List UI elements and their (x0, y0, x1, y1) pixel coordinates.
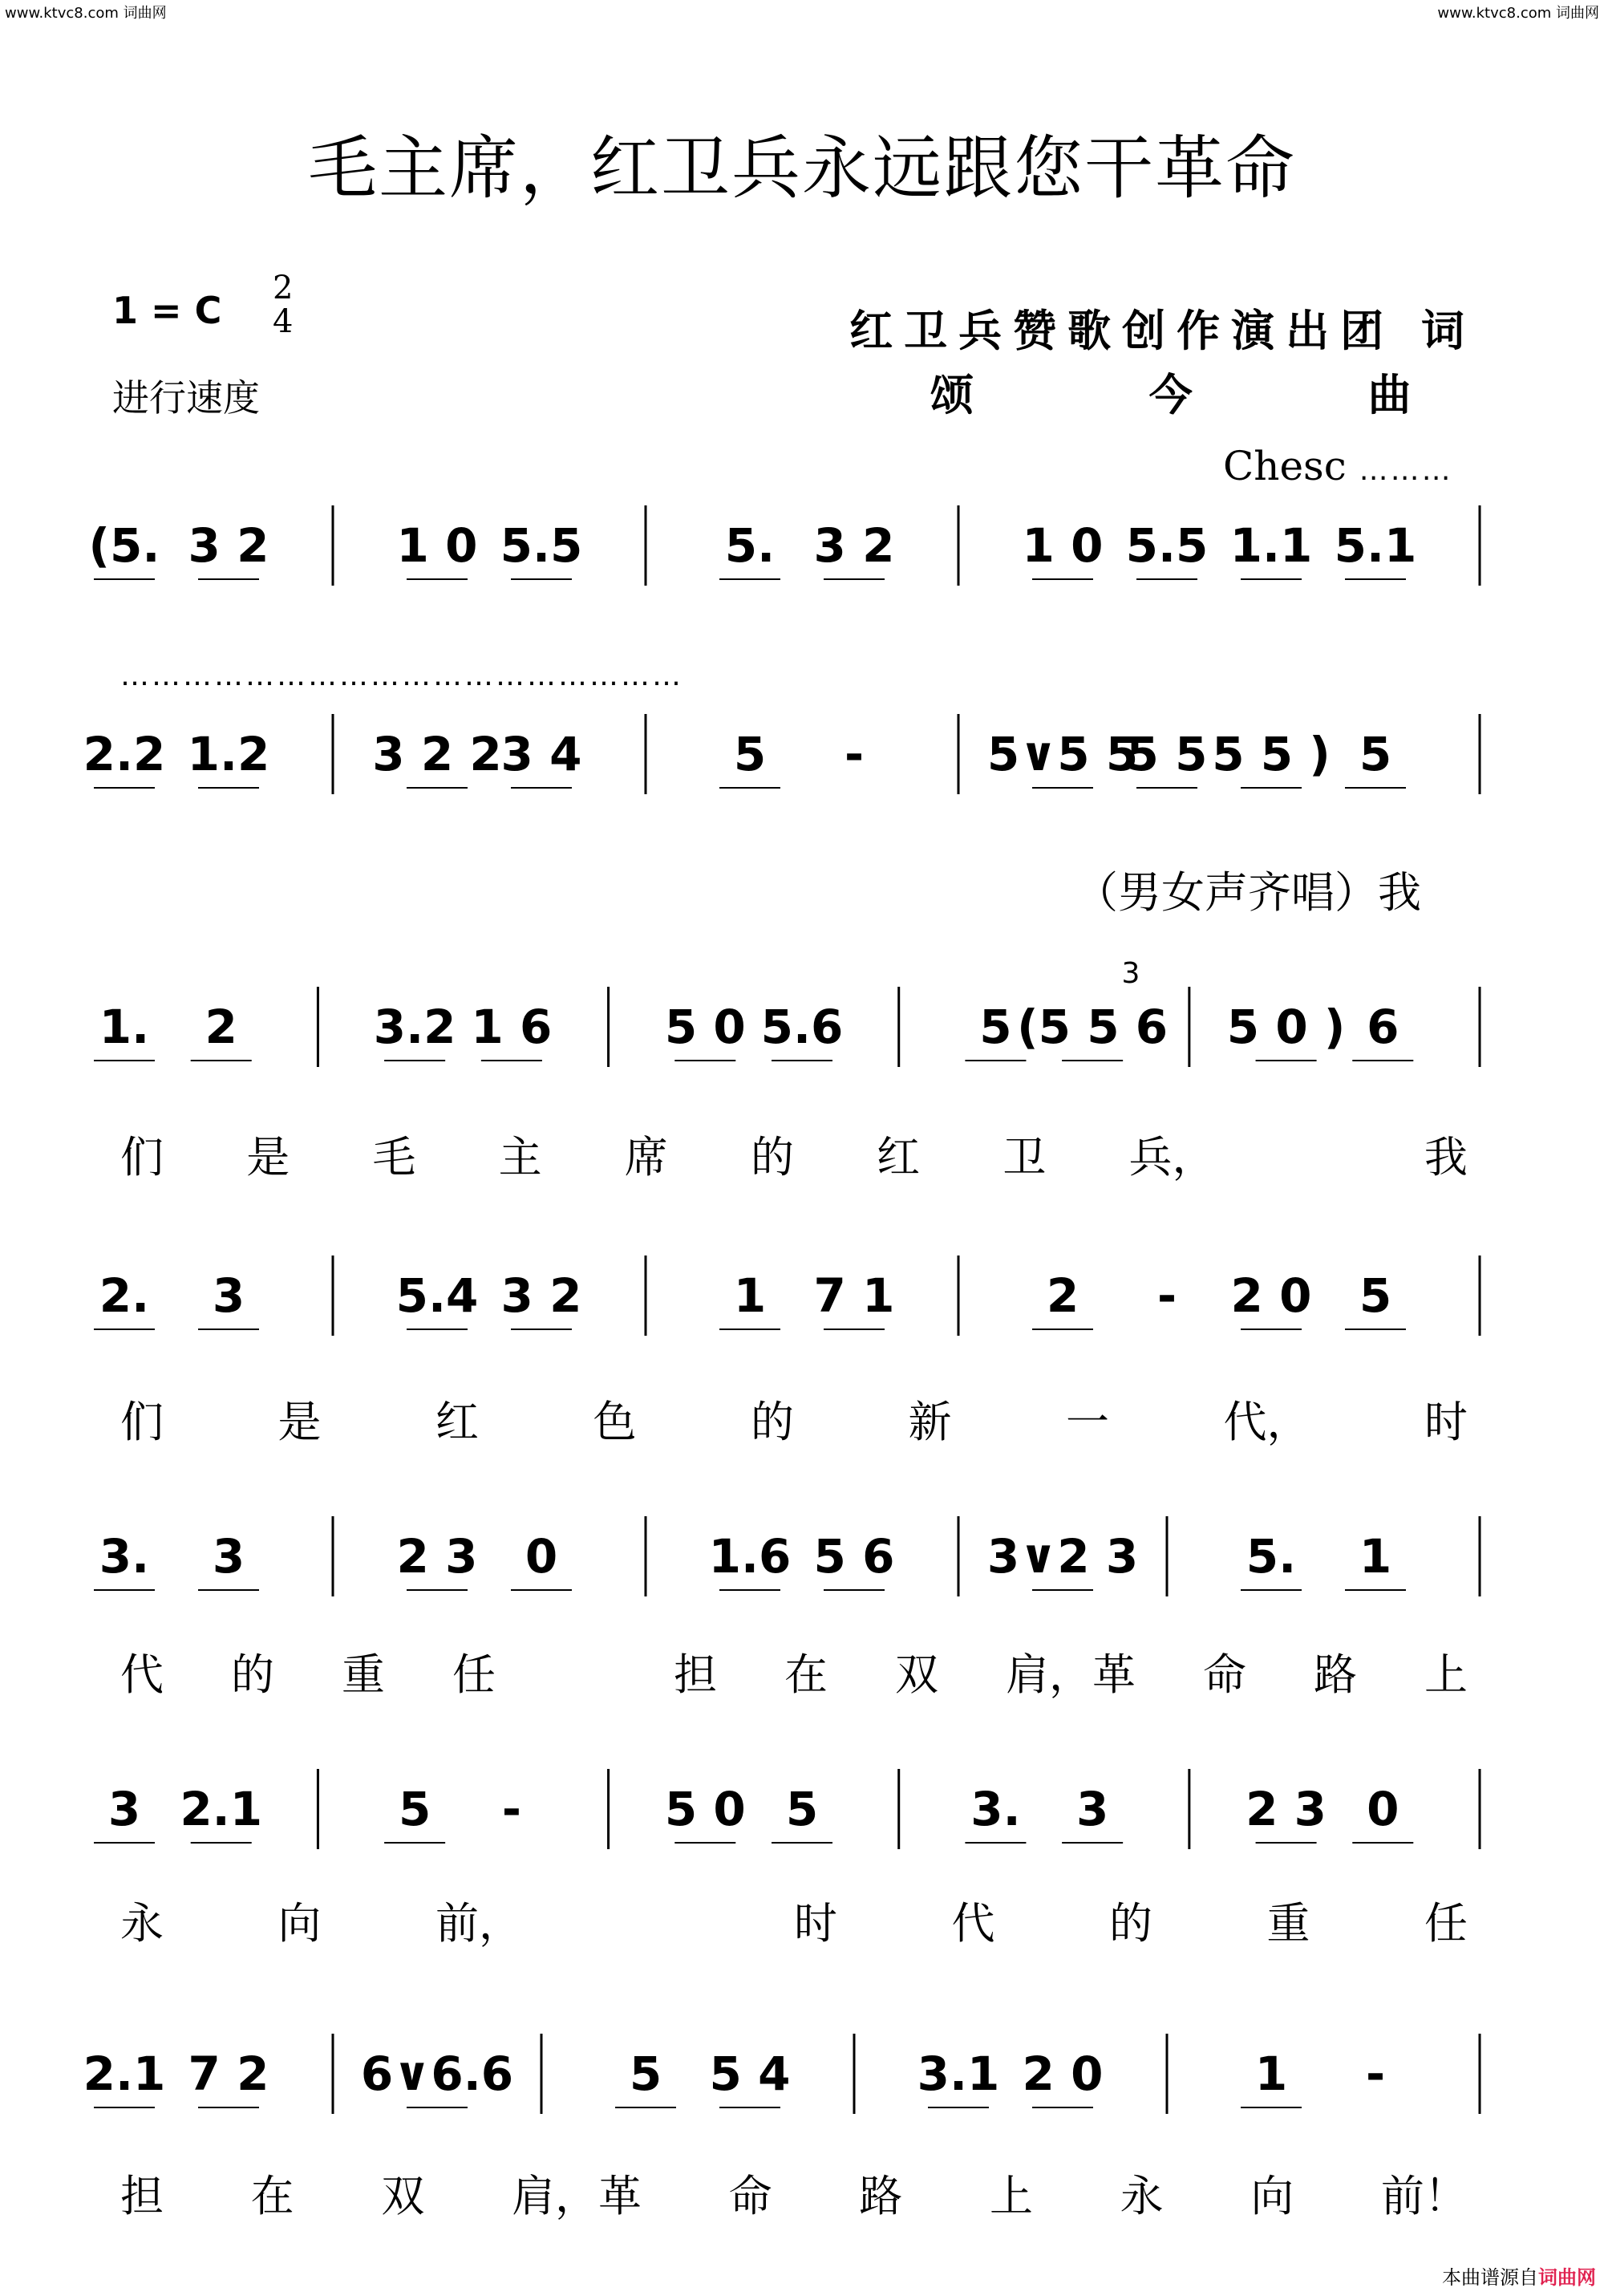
lyric-syllable: 主 (498, 1132, 542, 1182)
lyric-syllable: 双 (381, 2171, 425, 2221)
footer-source: 本曲谱源自词曲网 (1442, 2266, 1596, 2289)
lyric-syllable: 肩，革 (1006, 1649, 1136, 1700)
note: 5.5 (500, 518, 583, 573)
note: 1.1 (1229, 518, 1313, 573)
song-title: 毛主席，红卫兵永远跟您干革命 (308, 128, 1296, 209)
site-url-left[interactable]: www.ktvc8.com 词曲网 (5, 5, 167, 22)
note: 0 (525, 1529, 558, 1584)
lyric-syllable: 的 (750, 1132, 794, 1182)
note: 0 (1367, 1782, 1399, 1836)
lyric-syllable: 路 (859, 2171, 903, 2221)
note: 5 6 (813, 1529, 895, 1584)
note: 5 (629, 2047, 662, 2101)
lyric-syllable: 代， (1223, 1397, 1310, 1447)
lyric-syllable: 永 (1120, 2171, 1164, 2221)
lyric-syllable: 是 (277, 1397, 322, 1447)
lyric-syllable: 是 (246, 1132, 290, 1182)
note: 7 2 (188, 2047, 269, 2101)
lyric-syllable: 任 (1424, 1898, 1468, 1949)
note: 3 4 (500, 727, 582, 781)
lyric-syllable: 们 (120, 1132, 164, 1182)
lyric-syllable: 在 (250, 2171, 294, 2221)
note: 6∨6.6 (360, 2047, 514, 2101)
note: 5 (1359, 727, 1392, 781)
note: 5 (398, 1782, 431, 1836)
lyric-line-2 (120, 1388, 1468, 1450)
note: 3.2 (373, 1000, 456, 1054)
note: 1 6 (471, 1000, 553, 1054)
lyric-syllable: 担 (120, 2171, 164, 2221)
note: 3 2 (813, 518, 895, 573)
note: 3 (107, 1782, 141, 1836)
lyric-syllable: 重 (1266, 1898, 1310, 1949)
note: 2.1 (180, 1782, 263, 1836)
note: 1 (733, 1268, 767, 1323)
lyric-syllable: 任 (452, 1649, 496, 1700)
note: 2 0 (1022, 2047, 1104, 2101)
note: 3. (99, 1529, 150, 1584)
note: 5. (724, 518, 776, 573)
note: 3 2 (500, 1268, 582, 1323)
lyric-syllable: 上 (989, 2171, 1033, 2221)
lyric-syllable: 双 (895, 1649, 938, 1700)
note: 1 (1359, 1529, 1392, 1584)
lyric-syllable: 肩，革 (511, 2171, 642, 2221)
lyric-syllable (1298, 1123, 1342, 1185)
note: 3.1 (917, 2047, 1000, 2101)
note: 5.6 (760, 1000, 844, 1054)
note: 2. (99, 1268, 150, 1323)
lyric-syllable: 代 (120, 1649, 164, 1700)
lyric-syllable: 兵， (1128, 1132, 1216, 1182)
time-signature: 2 4 (273, 270, 294, 340)
note: 7 1 (813, 1268, 895, 1323)
lyric-syllable: 的 (751, 1397, 794, 1447)
note: 2 3 (1246, 1782, 1327, 1836)
lyric-syllable: 前！ (1380, 2171, 1468, 2221)
note: - (844, 727, 865, 781)
composer-credit: 颂 今 曲 (930, 369, 1412, 420)
lyricist-credit: 红卫兵赞歌创作演出团 词 (849, 305, 1476, 356)
lyric-line-5 (120, 2162, 1468, 2224)
lyric-syllable: 色 (593, 1397, 637, 1447)
lyric-syllable: 席 (624, 1132, 668, 1182)
note: 2 (205, 1000, 237, 1054)
note: 5.1 (1334, 518, 1417, 573)
note: 5 4 (709, 2047, 791, 2101)
lyric-syllable: 上 (1424, 1649, 1468, 1700)
note: 5. (1246, 1529, 1297, 1584)
note: - (501, 1782, 521, 1836)
lyric-syllable: 时 (794, 1898, 837, 1949)
note: 5 5 ) (1212, 727, 1331, 781)
lyric-syllable: 路 (1314, 1649, 1357, 1700)
note: 5 (785, 1782, 819, 1836)
lyric-syllable (563, 1641, 606, 1702)
triplet-mark: 3 (1121, 957, 1140, 990)
lyric-syllable: 重 (342, 1649, 385, 1700)
crescendo-continuation: ……………………………………………… (120, 659, 683, 692)
lyric-line-3 (120, 1641, 1468, 1702)
note: - (1156, 1268, 1177, 1323)
lyric-syllable: 前， (435, 1898, 522, 1949)
note: 2.2 (83, 727, 166, 781)
note: 5 0 (664, 1782, 746, 1836)
lyric-syllable: 命 (1203, 1649, 1246, 1700)
note: 5∨5 5 (986, 727, 1139, 781)
note: 3 (1075, 1782, 1109, 1836)
note: 5 0 ) (1226, 1000, 1346, 1054)
lyric-syllable: 永 (120, 1898, 164, 1949)
note: 1 0 (1022, 518, 1104, 573)
lyric-syllable: 们 (120, 1397, 164, 1447)
note: 2 3 (396, 1529, 478, 1584)
note: - (1365, 2047, 1386, 2101)
note: 2 0 (1230, 1268, 1312, 1323)
tempo-marking: 进行速度 (112, 376, 260, 420)
note: 5 5 (1126, 727, 1208, 781)
lyric-syllable: 向 (277, 1898, 322, 1949)
note: 5 (1359, 1268, 1392, 1323)
lyric-syllable: 时 (1424, 1397, 1468, 1447)
lyric-line-1 (120, 1123, 1468, 1185)
lyric-syllable: 新 (908, 1397, 952, 1447)
crescendo-marking: Chesc ……… (1223, 443, 1453, 489)
key-signature: 1 = C (112, 289, 222, 332)
note: 3 2 2 (372, 727, 502, 781)
lyric-syllable: 的 (1109, 1898, 1152, 1949)
lyric-syllable: 卫 (1003, 1132, 1047, 1182)
note: 1 (1254, 2047, 1288, 2101)
lyric-syllable: 毛 (372, 1132, 416, 1182)
lyric-syllable: 担 (674, 1649, 717, 1700)
note: (5 5 6 (1017, 1000, 1169, 1054)
lyric-syllable: 红 (877, 1132, 921, 1182)
lyric-syllable: 的 (231, 1649, 274, 1700)
lyric-syllable: 向 (1250, 2171, 1294, 2221)
note: 3. (970, 1782, 1021, 1836)
lyric-syllable: 代 (951, 1898, 995, 1949)
lyric-syllable (637, 1889, 680, 1951)
note: 1.2 (187, 727, 270, 781)
note: 6 (1367, 1000, 1399, 1054)
note: 5.4 (395, 1268, 479, 1323)
note: 3 2 (188, 518, 269, 573)
note: 2 (1046, 1268, 1079, 1323)
site-url-right[interactable]: www.ktvc8.com 词曲网 (1437, 5, 1599, 22)
note: 5 0 (664, 1000, 746, 1054)
note: 5 (979, 1000, 1012, 1054)
note: 1.6 (708, 1529, 792, 1584)
lyric-syllable: 命 (728, 2171, 772, 2221)
note: 3∨2 3 (986, 1529, 1139, 1584)
note: 1 0 (396, 518, 478, 573)
lyric-syllable: 一 (1066, 1397, 1109, 1447)
lyric-line-4 (120, 1889, 1468, 1951)
note: 2.1 (83, 2047, 166, 2101)
note: 3 (212, 1529, 245, 1584)
note: (5. (88, 518, 160, 573)
lyric-syllable: 我 (1424, 1132, 1468, 1182)
lyric-syllable: 红 (435, 1397, 479, 1447)
note: 5.5 (1125, 518, 1209, 573)
note: 3 (212, 1268, 245, 1323)
lyric-syllable: 在 (784, 1649, 828, 1700)
note: 1. (99, 1000, 150, 1054)
voice-instruction: （男女声齐唱）我 (1075, 867, 1421, 918)
note: 5 (733, 727, 767, 781)
